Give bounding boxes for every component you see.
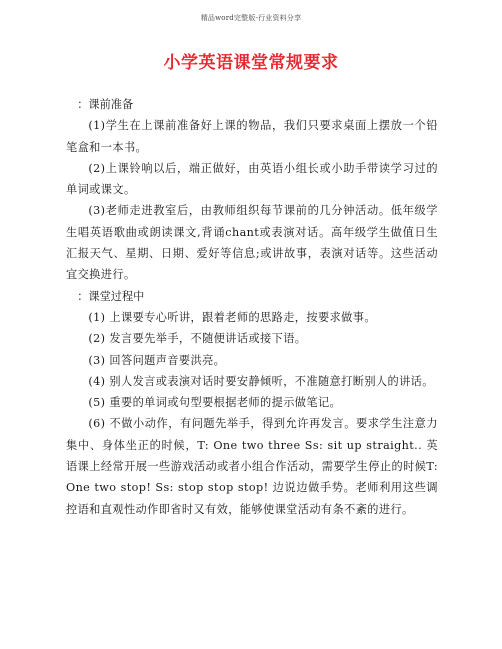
section-heading-before-class: ：课前准备 [77, 98, 134, 111]
header-note: 精品word完整版-行业资料分享 [200, 14, 302, 22]
paragraph-item: (2) 发言要先举手，不随便讲话或接下语。 [88, 332, 307, 346]
section-heading-during-class: ：课堂过程中 [77, 289, 145, 303]
paragraph-item: (1)学生在上课前准备好上课的物品，我们只要求桌面上摆放一个铅笔盒和一本书。 [66, 119, 438, 154]
paragraph-item: (5) 重要的单词或句型要根据老师的提示做笔记。 [88, 396, 342, 410]
paragraph-item: (4) 别人发言或表演对话时要安静倾听，不准随意打断别人的讲话。 [88, 374, 434, 388]
paragraph-item: (3) 回答问题声音要洪亮。 [88, 353, 226, 367]
document-title: 小学英语课堂常规要求 [163, 53, 339, 73]
paragraph-item: (1) 上课要专心听讲，跟着老师的思路走，按要求做事。 [88, 310, 376, 324]
paragraph-item: (2)上课铃响以后，端正做好，由英语小组长或小助手带读学习过的单词或课文。 [66, 161, 438, 197]
paragraph-item: (6) 不做小动作，有问题先举手，得到允许再发言。要求学生注意力集中、身体坐正的时候，T: One two three Ss: sit up straight.. 英语课上经常开展一些游戏活动或者小组合作活动，需要学生停止的时候T: One two stop! Ss: stop stop stop! 边说边做手势。老师利用这些调控语和直观性动作即省时又有效，能够使课堂活动有条不紊的进行。 [66, 417, 438, 516]
document-body [66, 94, 438, 520]
paragraph-item: (3)老师走进教室后，由教师组织每节课前的几分钟活动。低年级学生唱英语歌曲或朗读课文,背诵chant或表演对话。高年级学生做值日生汇报天气、星期、日期、爱好等信息;或讲故事，表演对话等。这些活动宜交换进行。 [66, 204, 438, 282]
